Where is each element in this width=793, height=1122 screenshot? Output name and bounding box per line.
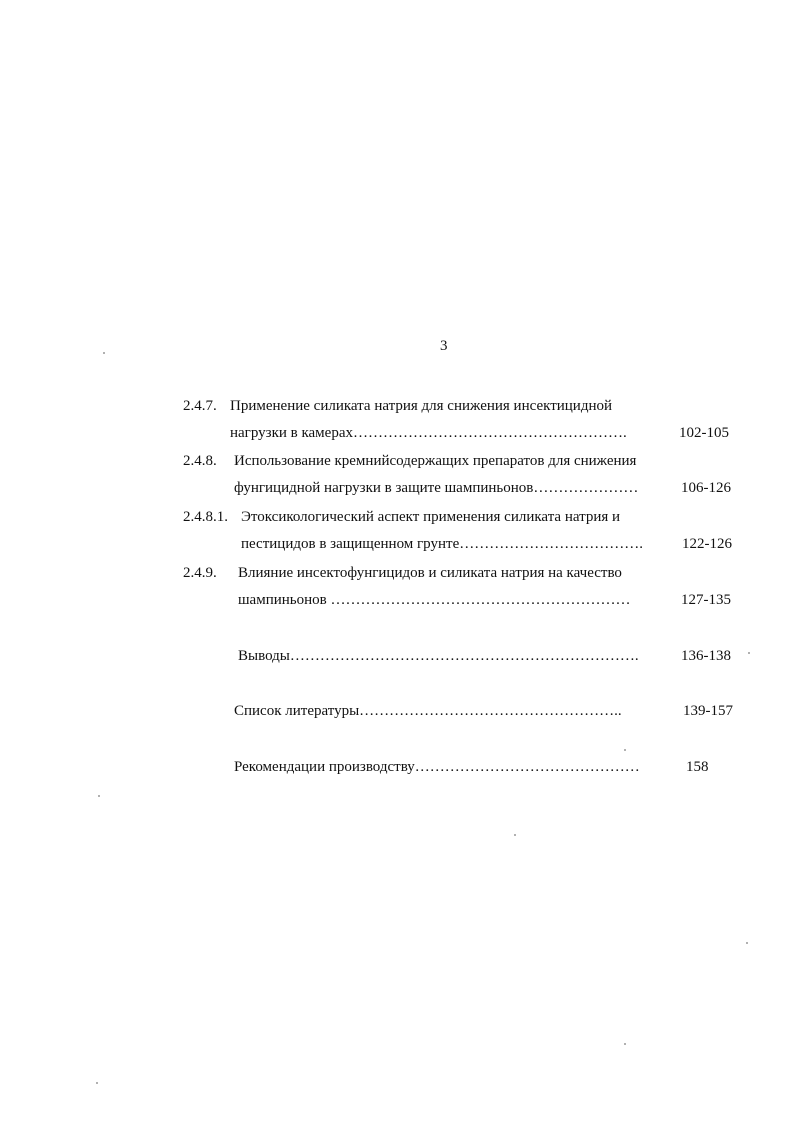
scan-speck xyxy=(624,1043,626,1045)
toc-entry-title: Этоксикологический аспект применения силиката натрия и xyxy=(241,509,621,525)
toc-entry-title: Влияние инсектофунгицидов и силиката натрия на качество xyxy=(238,565,622,581)
toc-section-pages: 139-157 xyxy=(683,703,733,719)
scan-speck xyxy=(514,834,516,836)
toc-entry-title: Использование кремнийсодержащих препаратов для снижения xyxy=(234,453,637,469)
scan-speck xyxy=(624,749,626,751)
toc-entry-pages: 122-126 xyxy=(682,536,732,552)
toc-section-recommendations: Рекомендации производству……………………………………… xyxy=(234,759,640,775)
scan-speck xyxy=(98,795,100,797)
toc-entry-title: Применение силиката натрия для снижения инсектицидной xyxy=(230,398,613,414)
scan-speck xyxy=(748,652,750,654)
toc-entry-number: 2.4.9. xyxy=(183,565,217,581)
toc-entry-title-continuation: нагрузки в камерах………………………………………………. xyxy=(230,425,627,441)
toc-entry-number: 2.4.8. xyxy=(183,453,217,469)
toc-section-pages: 136-138 xyxy=(681,648,731,664)
toc-entry-title-continuation: пестицидов в защищенном грунте………………………………. xyxy=(241,536,643,552)
toc-section-conclusions: Выводы……………………………………………………………. xyxy=(238,648,639,664)
toc-entry-pages: 102-105 xyxy=(679,425,729,441)
page-number: 3 xyxy=(440,338,448,354)
scan-speck xyxy=(96,1082,98,1084)
toc-entry-number: 2.4.7. xyxy=(183,398,217,414)
scan-speck xyxy=(746,942,748,944)
toc-section-references: Список литературы…………………………………………….. xyxy=(234,703,622,719)
toc-entry-pages: 106-126 xyxy=(681,480,731,496)
toc-entry-number: 2.4.8.1. xyxy=(183,509,228,525)
toc-entry-pages: 127-135 xyxy=(681,592,731,608)
scan-speck xyxy=(103,352,105,354)
toc-entry-title-continuation: шампиньонов …………………………………………………… xyxy=(238,592,631,608)
toc-section-pages: 158 xyxy=(686,759,709,775)
toc-entry-title-continuation: фунгицидной нагрузки в защите шампиньонов………………… xyxy=(234,480,639,496)
